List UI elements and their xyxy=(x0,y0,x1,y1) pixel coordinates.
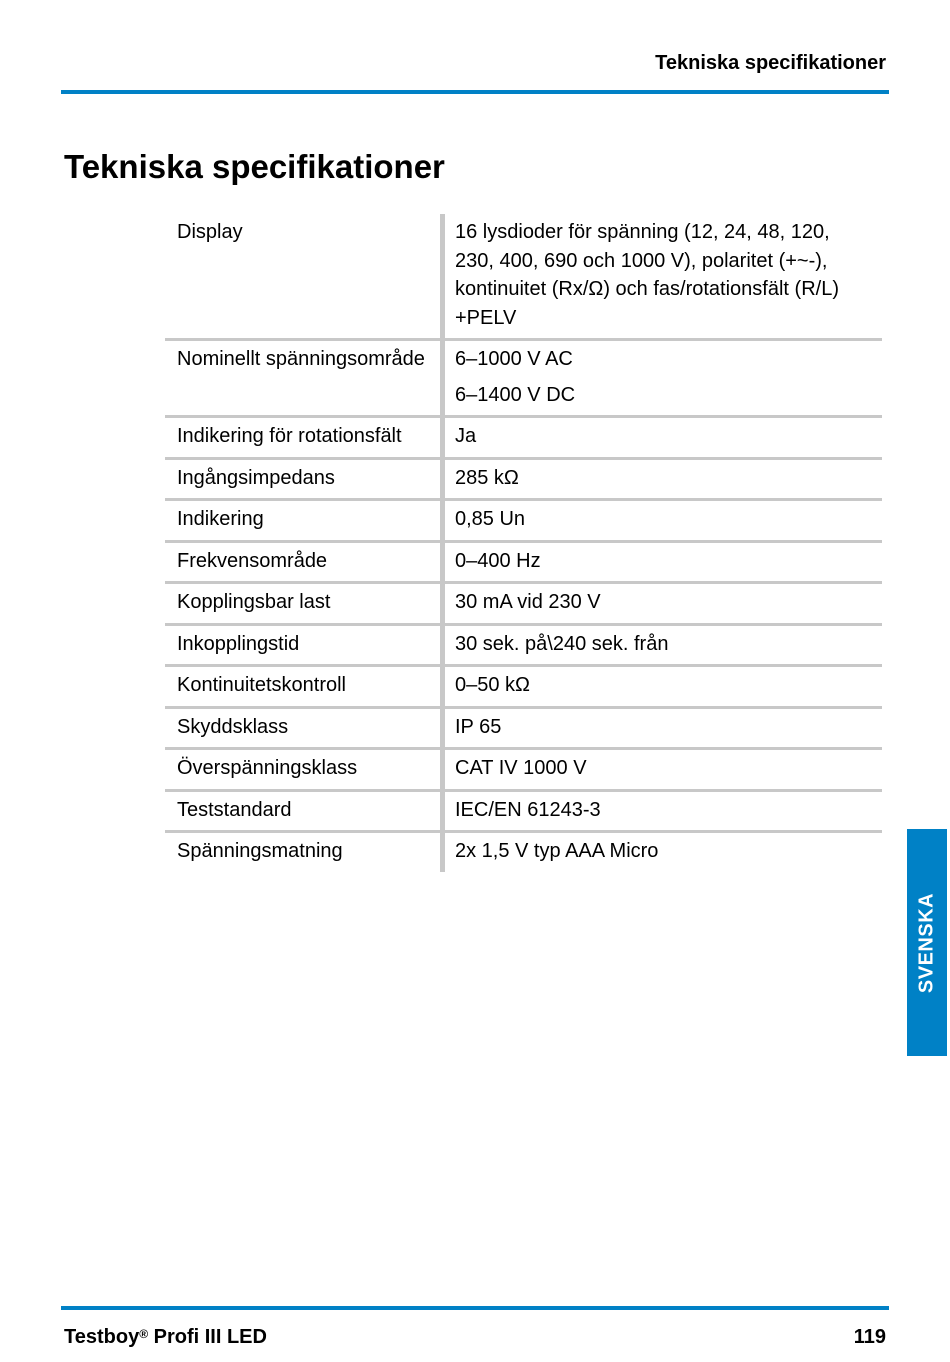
spec-row xyxy=(165,460,882,502)
spec-label: Kopplingsbar last xyxy=(177,591,331,613)
spec-value-line: 285 kΩ xyxy=(455,466,519,489)
spec-label: Indikering för rotationsfält xyxy=(177,425,402,447)
spec-value xyxy=(440,460,882,499)
language-tab-label: SVENSKA xyxy=(915,892,938,993)
footer-rule xyxy=(61,1306,889,1310)
spec-table xyxy=(165,214,882,872)
registered-mark: ® xyxy=(139,1327,149,1341)
spec-row xyxy=(165,501,882,543)
page-title: Tekniska specifikationer xyxy=(64,148,445,185)
spec-label: Överspänningsklass xyxy=(177,757,358,779)
spec-value-line: 16 lysdioder för spänning (12, 24, 48, 120, 230, 400, 690 och 1000 V), polaritet (+~-), kontinuitet (Rx/Ω) och fas/rotationsfält (R/L) +PELV xyxy=(455,221,839,329)
spec-value xyxy=(440,543,882,582)
spec-value xyxy=(440,341,882,415)
spec-label: Ingångsimpedans xyxy=(177,466,335,489)
spec-row xyxy=(165,341,882,418)
page-number: 119 xyxy=(853,1326,886,1348)
spec-value-line: IEC/EN 61243-3 xyxy=(455,798,601,821)
header-rule xyxy=(61,90,889,94)
spec-value-line: 0–50 kΩ xyxy=(455,674,530,696)
spec-value-line: 0,85 Un xyxy=(455,508,526,530)
spec-value-line: 30 sek. på\240 sek. från xyxy=(455,632,669,655)
spec-label: Indikering xyxy=(177,508,264,530)
spec-label: Display xyxy=(177,221,243,243)
spec-value-line: 2x 1,5 V typ AAA Micro xyxy=(455,840,659,862)
spec-label: Teststandard xyxy=(177,798,292,821)
spec-row xyxy=(165,626,882,668)
spec-label: Skyddsklass xyxy=(177,715,289,738)
spec-label: Spänningsmatning xyxy=(177,840,343,862)
spec-value xyxy=(440,584,882,623)
spec-label: Inkopplingstid xyxy=(177,632,300,655)
spec-row xyxy=(165,584,882,626)
footer-product-name: Profi III LED xyxy=(153,1326,267,1348)
spec-row xyxy=(165,833,882,872)
spec-value xyxy=(440,792,882,831)
spec-label: Frekvensområde xyxy=(177,549,328,572)
footer-product xyxy=(64,1324,267,1350)
spec-value xyxy=(440,626,882,665)
footer-brand: Testboy xyxy=(64,1326,140,1348)
spec-value-line: IP 65 xyxy=(455,715,502,738)
language-tab xyxy=(907,829,947,1056)
spec-value xyxy=(440,750,882,789)
spec-value xyxy=(440,214,882,338)
spec-value-line: Ja xyxy=(455,425,477,447)
running-header: Tekniska specifikationer xyxy=(655,52,886,74)
spec-value xyxy=(440,418,882,457)
spec-value-line: CAT IV 1000 V xyxy=(455,757,587,779)
spec-value xyxy=(440,833,882,872)
spec-row xyxy=(165,750,882,792)
spec-value-line: 6–1000 V AC xyxy=(455,348,573,370)
spec-value xyxy=(440,709,882,748)
spec-row xyxy=(165,214,882,341)
spec-value-line: 0–400 Hz xyxy=(455,549,541,572)
spec-row xyxy=(165,709,882,751)
spec-value-line: 30 mA vid 230 V xyxy=(455,591,601,613)
spec-row xyxy=(165,792,882,834)
spec-value xyxy=(440,501,882,540)
spec-row xyxy=(165,543,882,585)
spec-label: Kontinuitetskontroll xyxy=(177,674,346,696)
spec-value xyxy=(440,667,882,706)
spec-row xyxy=(165,667,882,709)
spec-label: Nominellt spänningsområde xyxy=(177,348,425,370)
spec-row xyxy=(165,418,882,460)
spec-value-line: 6–1400 V DC xyxy=(455,383,576,406)
